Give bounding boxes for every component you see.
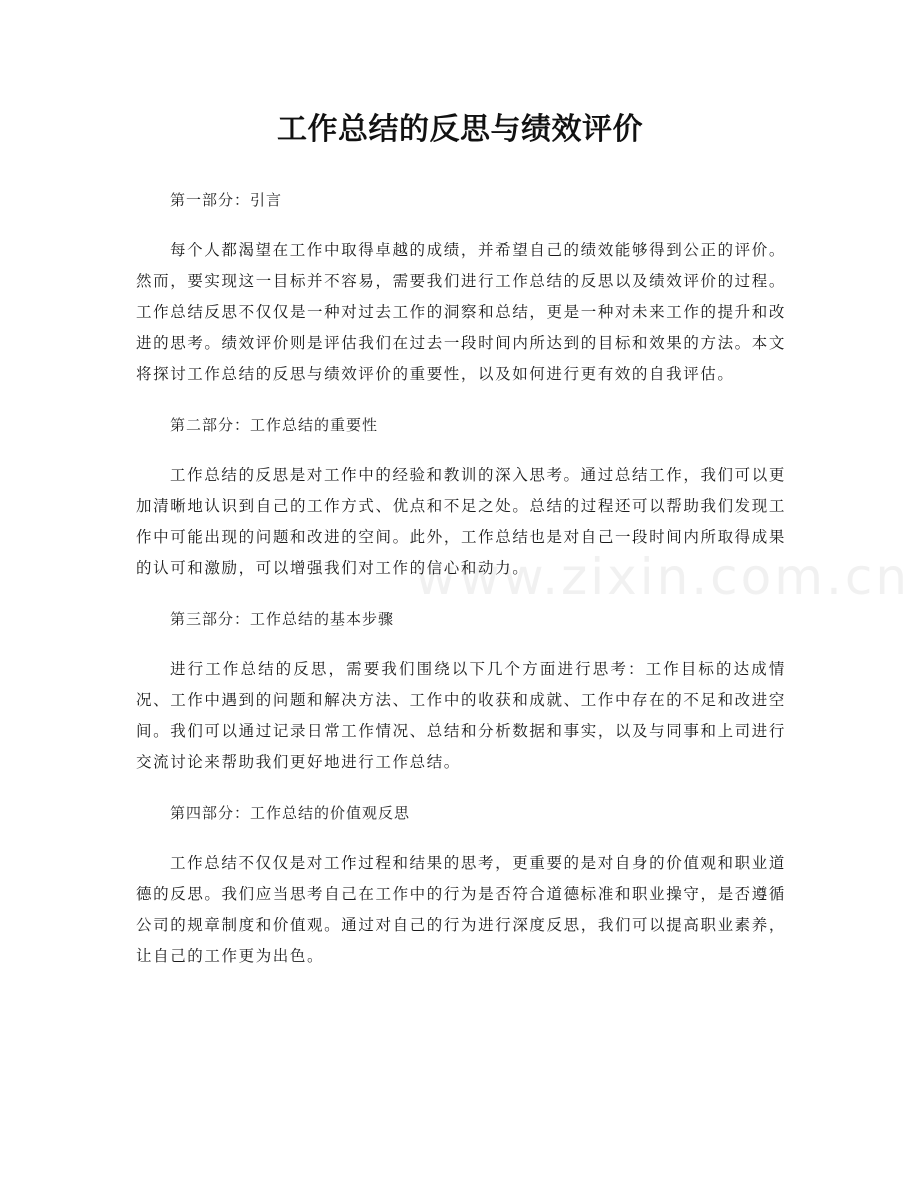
section-paragraph: 工作总结的反思是对工作中的经验和教训的深入思考。通过总结工作，我们可以更加清晰地认识到自己的工作方式、优点和不足之处。总结的过程还可以帮助我们发现工作中可能出现的问题和改进的空间。此外，工作总结也是对自己一段时间内所取得成果的认可和激励，可以增强我们对工作的信心和动力。 — [136, 466, 786, 577]
section-paragraph: 每个人都渴望在工作中取得卓越的成绩，并希望自己的绩效能够得到公正的评价。然而，要实现这一目标并不容易，需要我们进行工作总结的反思以及绩效评价的过程。工作总结反思不仅仅是一种对过去工作的洞察和总结，更是一种对未来工作的提升和改进的思考。绩效评价则是评估我们在过去一段时间内所达到的目标和效果的方法。本文将探讨工作总结的反思与绩效评价的重要性，以及如何进行更有效的自我评估。 — [136, 241, 786, 383]
section-paragraph: 进行工作总结的反思，需要我们围绕以下几个方面进行思考：工作目标的达成情况、工作中遇到的问题和解决方法、工作中的收获和成就、工作中存在的不足和改进空间。我们可以通过记录日常工作情况、总结和分析数据和事实，以及与同事和上司进行交流讨论来帮助我们更好地进行工作总结。 — [136, 660, 786, 771]
document-title: 工作总结的反思与绩效评价 — [277, 112, 643, 147]
section-importance — [136, 409, 786, 603]
section-steps — [136, 603, 786, 797]
section-intro — [136, 184, 786, 409]
section-heading: 第一部分：引言 — [170, 191, 283, 209]
section-values — [136, 797, 786, 972]
section-heading: 第四部分：工作总结的价值观反思 — [170, 804, 411, 822]
section-heading: 第二部分：工作总结的重要性 — [170, 416, 379, 434]
section-paragraph: 工作总结不仅仅是对工作过程和结果的思考，更重要的是对自身的价值观和职业道德的反思。我们应当思考自己在工作中的行为是否符合道德标准和职业操守，是否遵循公司的规章制度和价值观。通过对自己的行为进行深度反思，我们可以提高职业素养，让自己的工作更为出色。 — [136, 854, 786, 965]
section-heading: 第三部分：工作总结的基本步骤 — [170, 610, 395, 628]
document-body — [136, 184, 786, 972]
watermark: www.zixin.com.cn — [415, 548, 911, 606]
